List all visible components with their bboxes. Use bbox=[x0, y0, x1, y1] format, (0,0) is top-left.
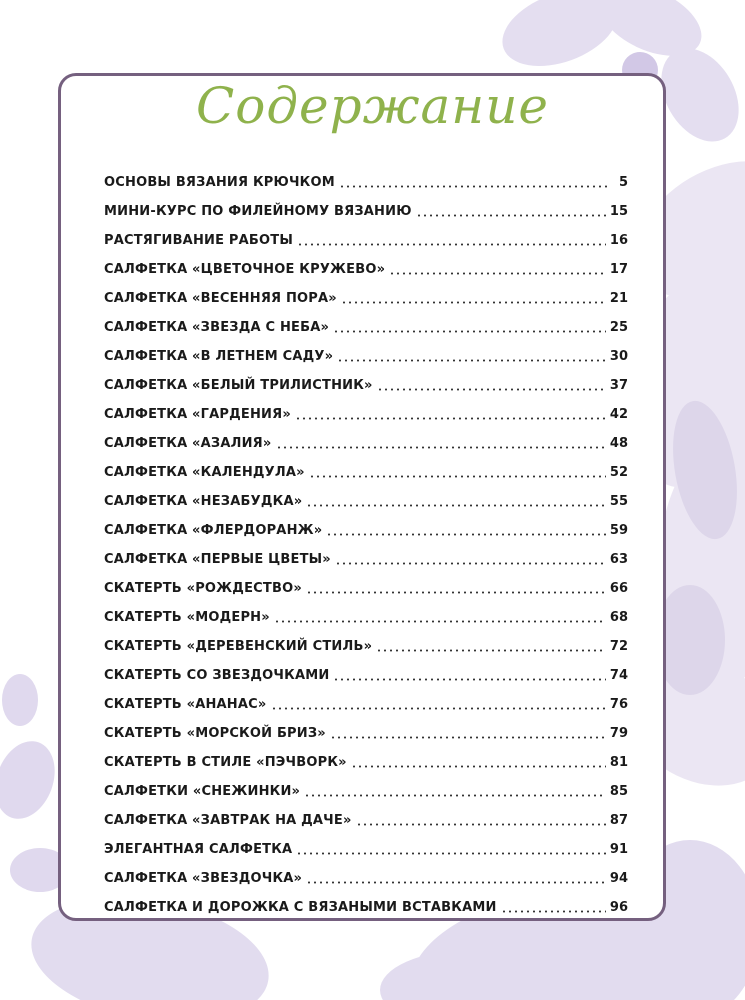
toc-leader-dots bbox=[326, 533, 606, 536]
toc-entry-title: САЛФЕТКА «НЕЗАБУДКА» bbox=[104, 494, 303, 509]
toc-entry[interactable] bbox=[104, 690, 628, 719]
toc-entry-title: САЛФЕТКА «ЗАВТРАК НА ДАЧЕ» bbox=[104, 813, 352, 828]
toc-entry-page: 52 bbox=[609, 465, 628, 480]
toc-entry-page: 59 bbox=[609, 523, 628, 538]
toc-entry[interactable] bbox=[104, 719, 628, 748]
toc-leader-dots bbox=[306, 591, 606, 594]
toc-entry[interactable] bbox=[104, 458, 628, 487]
toc-leader-dots bbox=[377, 388, 606, 391]
toc-entry[interactable] bbox=[104, 197, 628, 226]
toc-entry-title: СКАТЕРТЬ СО ЗВЕЗДОЧКАМИ bbox=[104, 668, 330, 683]
toc-entry-title: САЛФЕТКА «В ЛЕТНЕМ САДУ» bbox=[104, 349, 334, 364]
toc-entry-page: 96 bbox=[609, 900, 628, 915]
toc-entry-page: 55 bbox=[609, 494, 628, 509]
toc-entry[interactable] bbox=[104, 342, 628, 371]
toc-entry[interactable] bbox=[104, 661, 628, 690]
page-title: Содержание bbox=[195, 77, 550, 135]
toc-entry-title: МИНИ-КУРС ПО ФИЛЕЙНОМУ ВЯЗАНИЮ bbox=[104, 204, 412, 219]
toc-leader-dots bbox=[376, 649, 606, 652]
toc-entry-title: САЛФЕТКА «БЕЛЫЙ ТРИЛИСТНИК» bbox=[104, 378, 373, 393]
toc-leader-dots bbox=[339, 185, 610, 188]
toc-entry[interactable] bbox=[104, 806, 628, 835]
toc-leader-dots bbox=[295, 417, 606, 420]
toc-leader-dots bbox=[274, 620, 606, 623]
toc-entry-title: САЛФЕТКА «ПЕРВЫЕ ЦВЕТЫ» bbox=[104, 552, 331, 567]
toc-entry-title: СКАТЕРТЬ «РОЖДЕСТВО» bbox=[104, 581, 302, 596]
toc-entry-title: САЛФЕТКА «ГАРДЕНИЯ» bbox=[104, 407, 291, 422]
toc-leader-dots bbox=[337, 359, 606, 362]
toc-entry-title: САЛФЕТКА «ФЛЕРДОРАНЖ» bbox=[104, 523, 323, 538]
toc-entry-page: 5 bbox=[618, 175, 628, 190]
toc-entry[interactable] bbox=[104, 313, 628, 342]
toc-leader-dots bbox=[501, 910, 606, 913]
toc-entry-title: САЛФЕТКА «ЗВЕЗДА С НЕБА» bbox=[104, 320, 330, 335]
toc-entry-title: САЛФЕТКА И ДОРОЖКА С ВЯЗАНЫМИ ВСТАВКАМИ bbox=[104, 900, 497, 915]
toc-entry-title: СКАТЕРТЬ «МОДЕРН» bbox=[104, 610, 270, 625]
toc-entry[interactable] bbox=[104, 864, 628, 893]
toc-leader-dots bbox=[306, 881, 606, 884]
toc-entry-title: СКАТЕРТЬ В СТИЛЕ «ПЭЧВОРК» bbox=[104, 755, 347, 770]
toc-entry-title: САЛФЕТКА «АЗАЛИЯ» bbox=[104, 436, 272, 451]
toc-entry-page: 66 bbox=[609, 581, 628, 596]
toc-leader-dots bbox=[304, 794, 606, 797]
toc-leader-dots bbox=[309, 475, 606, 478]
toc-leader-dots bbox=[351, 765, 606, 768]
toc-leader-dots bbox=[276, 446, 606, 449]
toc-entry-title: САЛФЕТКА «ЗВЕЗДОЧКА» bbox=[104, 871, 303, 886]
toc-entry[interactable] bbox=[104, 835, 628, 864]
toc-entry-title: СКАТЕРТЬ «МОРСКОЙ БРИЗ» bbox=[104, 726, 326, 741]
toc-entry-page: 17 bbox=[609, 262, 628, 277]
toc-leader-dots bbox=[297, 243, 606, 246]
toc-entry-page: 74 bbox=[609, 668, 628, 683]
toc-entry[interactable] bbox=[104, 226, 628, 255]
toc-leader-dots bbox=[389, 272, 606, 275]
toc-leader-dots bbox=[296, 852, 606, 855]
toc-entry-page: 42 bbox=[609, 407, 628, 422]
toc-leader-dots bbox=[333, 330, 606, 333]
toc-entry-page: 94 bbox=[609, 871, 628, 886]
toc-entry[interactable] bbox=[104, 400, 628, 429]
toc-entry[interactable] bbox=[104, 603, 628, 632]
toc-entry[interactable] bbox=[104, 545, 628, 574]
toc-entry[interactable] bbox=[104, 284, 628, 313]
toc-entry-page: 63 bbox=[609, 552, 628, 567]
toc-entry[interactable] bbox=[104, 632, 628, 661]
toc-leader-dots bbox=[333, 678, 605, 681]
toc-entry[interactable] bbox=[104, 255, 628, 284]
toc-entry[interactable] bbox=[104, 777, 628, 806]
toc-entry-title: ОСНОВЫ ВЯЗАНИЯ КРЮЧКОМ bbox=[104, 175, 335, 190]
toc-entry-title: ЭЛЕГАНТНАЯ САЛФЕТКА bbox=[104, 842, 293, 857]
toc-entry-page: 21 bbox=[609, 291, 628, 306]
toc-entry[interactable] bbox=[104, 516, 628, 545]
toc-entry-page: 37 bbox=[609, 378, 628, 393]
toc-leader-dots bbox=[306, 504, 606, 507]
toc-entry-page: 15 bbox=[609, 204, 628, 219]
toc-entry[interactable] bbox=[104, 574, 628, 603]
toc-entry[interactable] bbox=[104, 487, 628, 516]
toc-entry-title: САЛФЕТКА «ВЕСЕННЯЯ ПОРА» bbox=[104, 291, 337, 306]
toc-entry-page: 68 bbox=[609, 610, 628, 625]
toc-entry-page: 81 bbox=[609, 755, 628, 770]
toc-entry[interactable] bbox=[104, 748, 628, 777]
toc-entry-page: 72 bbox=[609, 639, 628, 654]
table-of-contents bbox=[104, 168, 628, 922]
toc-entry-page: 91 bbox=[609, 842, 628, 857]
toc-entry-page: 25 bbox=[609, 320, 628, 335]
toc-entry-title: САЛФЕТКА «ЦВЕТОЧНОЕ КРУЖЕВО» bbox=[104, 262, 386, 277]
toc-entry-title: РАСТЯГИВАНИЕ РАБОТЫ bbox=[104, 233, 293, 248]
toc-entry[interactable] bbox=[104, 429, 628, 458]
toc-leader-dots bbox=[330, 736, 606, 739]
toc-entry-title: СКАТЕРТЬ «ДЕРЕВЕНСКИЙ СТИЛЬ» bbox=[104, 639, 373, 654]
toc-entry-page: 79 bbox=[609, 726, 628, 741]
toc-entry-title: САЛФЕТКИ «СНЕЖИНКИ» bbox=[104, 784, 301, 799]
toc-entry-page: 48 bbox=[609, 436, 628, 451]
toc-entry-page: 16 bbox=[609, 233, 628, 248]
toc-entry[interactable] bbox=[104, 893, 628, 922]
toc-leader-dots bbox=[271, 707, 606, 710]
toc-entry[interactable] bbox=[104, 168, 628, 197]
toc-entry[interactable] bbox=[104, 371, 628, 400]
toc-leader-dots bbox=[341, 301, 606, 304]
toc-leader-dots bbox=[356, 823, 606, 826]
toc-entry-title: СКАТЕРТЬ «АНАНАС» bbox=[104, 697, 267, 712]
toc-entry-page: 76 bbox=[609, 697, 628, 712]
toc-leader-dots bbox=[416, 214, 606, 217]
toc-entry-title: САЛФЕТКА «КАЛЕНДУЛА» bbox=[104, 465, 305, 480]
toc-entry-page: 85 bbox=[609, 784, 628, 799]
toc-entry-page: 30 bbox=[609, 349, 628, 364]
toc-entry-page: 87 bbox=[609, 813, 628, 828]
toc-leader-dots bbox=[335, 562, 606, 565]
